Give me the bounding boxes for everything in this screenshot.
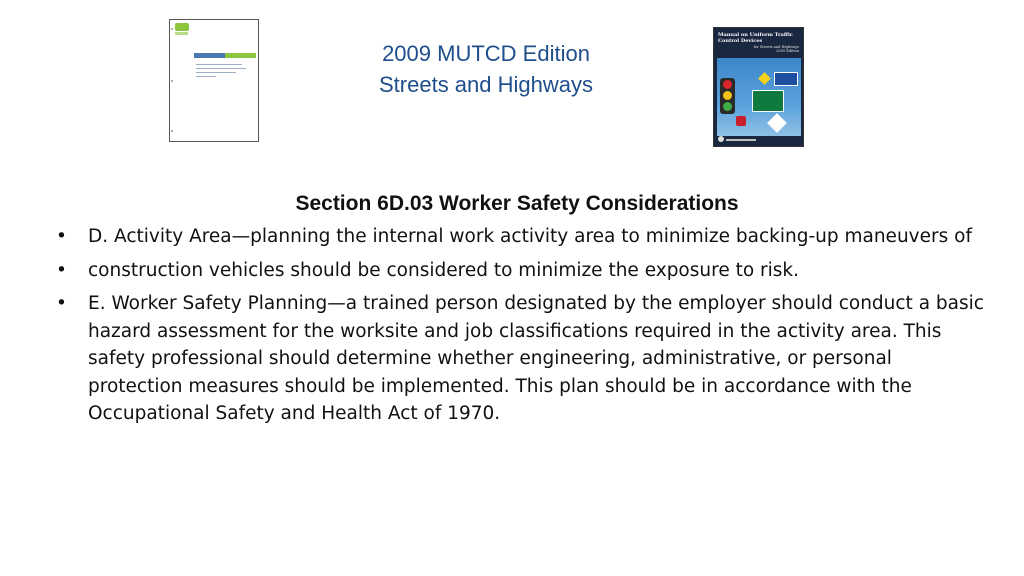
footer-line xyxy=(726,139,756,141)
signal-yellow-light xyxy=(723,91,732,100)
cover-text-line xyxy=(196,76,216,77)
signal-green-light xyxy=(723,102,732,111)
margin-dot xyxy=(171,130,173,132)
cover-text-line xyxy=(196,68,246,69)
mutcd-cover-title: Manual on Uniform Traffic Control Devices xyxy=(718,32,793,44)
list-item xyxy=(56,223,986,251)
guide-sign-blue-icon xyxy=(774,72,798,86)
list-item-text: construction vehicles should be considered to minimize the exposure to risk. xyxy=(88,259,800,281)
margin-dot xyxy=(171,80,173,82)
bullet-list xyxy=(56,223,986,434)
regulatory-sign-icon xyxy=(736,116,746,126)
list-item-text: E. Worker Safety Planning—a trained person designated by the employer should conduct a basic hazard assessment for the worksite and job classifications required in the activity area. This safety professional should determine whether engineering, administrative, or personal protection measures should be implemented. This plan should be in accordance with the Occupational Safety and Health Act of 1970. xyxy=(88,293,984,424)
signal-red-light xyxy=(723,80,732,89)
list-item-text: D. Activity Area—planning the internal work activity area to minimize backing-up maneuvers of xyxy=(88,226,972,247)
bullet-marker: • xyxy=(56,259,67,281)
logo-icon xyxy=(175,23,189,31)
title-line-1: 2009 MUTCD Edition xyxy=(382,41,590,66)
mutcd-cover-thumbnail xyxy=(713,27,804,147)
list-item xyxy=(56,257,986,285)
bullet-marker: • xyxy=(56,226,67,247)
margin-dot xyxy=(171,28,173,30)
guide-sign-green-icon xyxy=(752,90,784,112)
document-cover-thumbnail xyxy=(169,19,259,142)
mutcd-cover-edition: 2009 Edition xyxy=(776,49,799,53)
slide-title xyxy=(326,38,646,100)
dot-seal-icon xyxy=(718,136,724,142)
mutcd-cover-subtitle-text: for Streets and Highways xyxy=(753,45,799,49)
list-item xyxy=(56,290,986,428)
bullet-marker: • xyxy=(56,293,67,314)
title-line-2: Streets and Highways xyxy=(379,72,593,97)
cover-band-accent xyxy=(225,53,256,58)
mutcd-cover-subtitle xyxy=(754,45,799,53)
section-heading: Section 6D.03 Worker Safety Considerations xyxy=(295,192,739,215)
cover-text-line xyxy=(196,72,236,73)
traffic-signal-icon xyxy=(720,78,735,114)
cover-text-line xyxy=(196,64,242,65)
logo-bar xyxy=(175,32,188,35)
